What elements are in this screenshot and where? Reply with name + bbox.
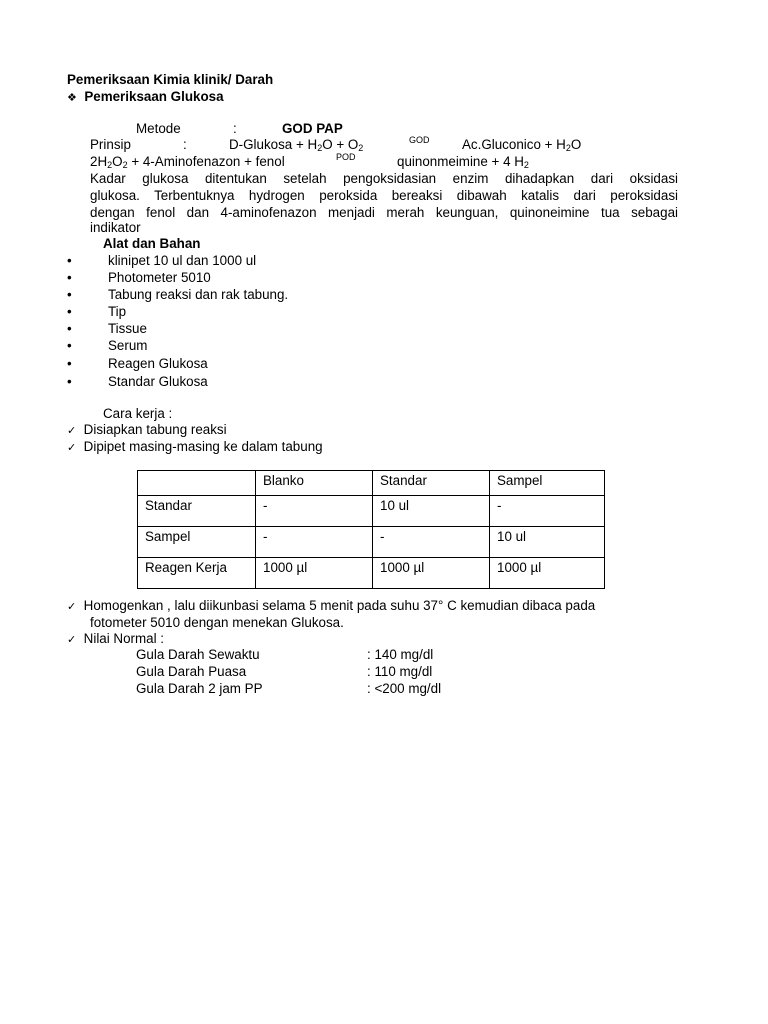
metode-label: Metode <box>136 121 181 136</box>
table-cell: - <box>256 527 373 558</box>
alat-title: Alat dan Bahan <box>103 236 201 251</box>
reaction-1-right: Ac.Gluconico + $H_2O$ <box>462 137 582 153</box>
subheading-row <box>67 89 224 106</box>
page-heading: Pemeriksaan Kimia klinik/ Darah <box>67 72 274 87</box>
bullet-icon: • <box>67 270 72 285</box>
list-item <box>67 321 72 337</box>
table-cell: - <box>256 496 373 527</box>
bullet-icon: • <box>67 356 72 371</box>
table-cell: 10 ul <box>490 527 605 558</box>
nilai-value: : 140 mg/dl <box>367 647 434 662</box>
diamond-bullet-icon: ❖ <box>67 91 77 104</box>
nilai-label: Gula Darah 2 jam PP <box>136 681 263 696</box>
step-label: Homogenkan , lalu diikunbasi selama 5 menit pada suhu 37° C kemudian dibaca pada <box>83 598 596 613</box>
table-cell: 1000 µl <box>490 558 605 589</box>
table-cell: 1000 µl <box>373 558 490 589</box>
table-row <box>138 496 605 527</box>
bullet-icon: • <box>67 321 72 336</box>
subheading: Pemeriksaan Glukosa <box>84 89 224 104</box>
list-item <box>67 374 72 390</box>
checkmark-icon: ✓ <box>67 441 77 454</box>
step-label: Dipipet masing-masing ke dalam tabung <box>83 439 323 454</box>
checkmark-icon: ✓ <box>67 633 77 646</box>
enzyme-pod-label: POD <box>336 152 356 162</box>
prinsip-colon: : <box>183 137 187 152</box>
list-item-label: Serum <box>108 338 148 353</box>
bullet-icon: • <box>67 287 72 302</box>
nilai-label: Gula Darah Puasa <box>136 664 247 679</box>
description-line-1: Kadar glukosa ditentukan setelah pengoksidasian enzim dihadapkan dari oksidasi <box>90 171 678 186</box>
metode-colon: : <box>233 121 237 136</box>
reaction-1-left: D-Glukosa + $H_2O + O_2$ <box>229 137 364 153</box>
step-item <box>67 439 323 456</box>
nilai-label: Gula Darah Sewaktu <box>136 647 260 662</box>
checkmark-icon: ✓ <box>67 424 77 437</box>
list-item-label: Reagen Glukosa <box>108 356 208 371</box>
step-item <box>67 598 595 615</box>
nilai-normal-title: Nilai Normal : <box>83 631 165 646</box>
step-label: Disiapkan tabung reaksi <box>83 422 227 437</box>
list-item <box>67 304 72 320</box>
step-item <box>67 631 164 648</box>
checkmark-icon: ✓ <box>67 600 77 613</box>
list-item-label: Tip <box>108 304 127 319</box>
table-row <box>138 527 605 558</box>
list-item <box>67 338 72 354</box>
table-header-cell: Blanko <box>256 471 373 496</box>
bullet-icon: • <box>67 374 72 389</box>
list-item <box>67 356 72 372</box>
metode-value: GOD PAP <box>282 121 343 136</box>
table-cell: Sampel <box>138 527 256 558</box>
nilai-value: : 110 mg/dl <box>367 664 433 679</box>
table-row <box>138 558 605 589</box>
table-cell: 10 ul <box>373 496 490 527</box>
step-item <box>67 422 227 439</box>
table-header-cell <box>138 471 256 496</box>
nilai-value: : <200 mg/dl <box>367 681 442 696</box>
table-cell: Standar <box>138 496 256 527</box>
list-item-label: Tabung reaksi dan rak tabung. <box>108 287 289 302</box>
list-item <box>67 270 72 286</box>
description-line-4: indikator <box>90 220 141 235</box>
list-item-label: Tissue <box>108 321 147 336</box>
cara-kerja-title: Cara kerja : <box>103 406 173 421</box>
table-header-row <box>138 471 605 496</box>
description-line-2: glukosa. Terbentuknya hydrogen peroksida bereaksi dibawah katalis dari peroksidasi <box>90 188 678 203</box>
table-cell: - <box>490 496 605 527</box>
bullet-icon: • <box>67 338 72 353</box>
reaction-2-left: $2H_2O_2$ + 4-Aminofenazon + fenol <box>90 154 285 170</box>
table-header-cell: Sampel <box>490 471 605 496</box>
list-item-label: klinipet 10 ul dan 1000 ul <box>108 253 257 268</box>
enzyme-god-label: GOD <box>409 135 430 145</box>
table-cell: 1000 µl <box>256 558 373 589</box>
bullet-icon: • <box>67 253 72 268</box>
prinsip-label: Prinsip <box>90 137 131 152</box>
table-cell: - <box>373 527 490 558</box>
reagent-table <box>137 470 605 589</box>
table-cell: Reagen Kerja <box>138 558 256 589</box>
list-item-label: Photometer 5010 <box>108 270 211 285</box>
step-label-continued: fotometer 5010 dengan menekan Glukosa. <box>90 615 344 630</box>
list-item-label: Standar Glukosa <box>108 374 208 389</box>
reaction-2-right: quinonmeimine + 4 $H_2$ <box>397 154 529 170</box>
description-line-3: dengan fenol dan 4-aminofenazon menjadi merah keunguan, quinoneimine tua sebagai <box>90 205 678 220</box>
list-item <box>67 287 72 303</box>
table-header-cell: Standar <box>373 471 490 496</box>
list-item <box>67 253 72 269</box>
bullet-icon: • <box>67 304 72 319</box>
